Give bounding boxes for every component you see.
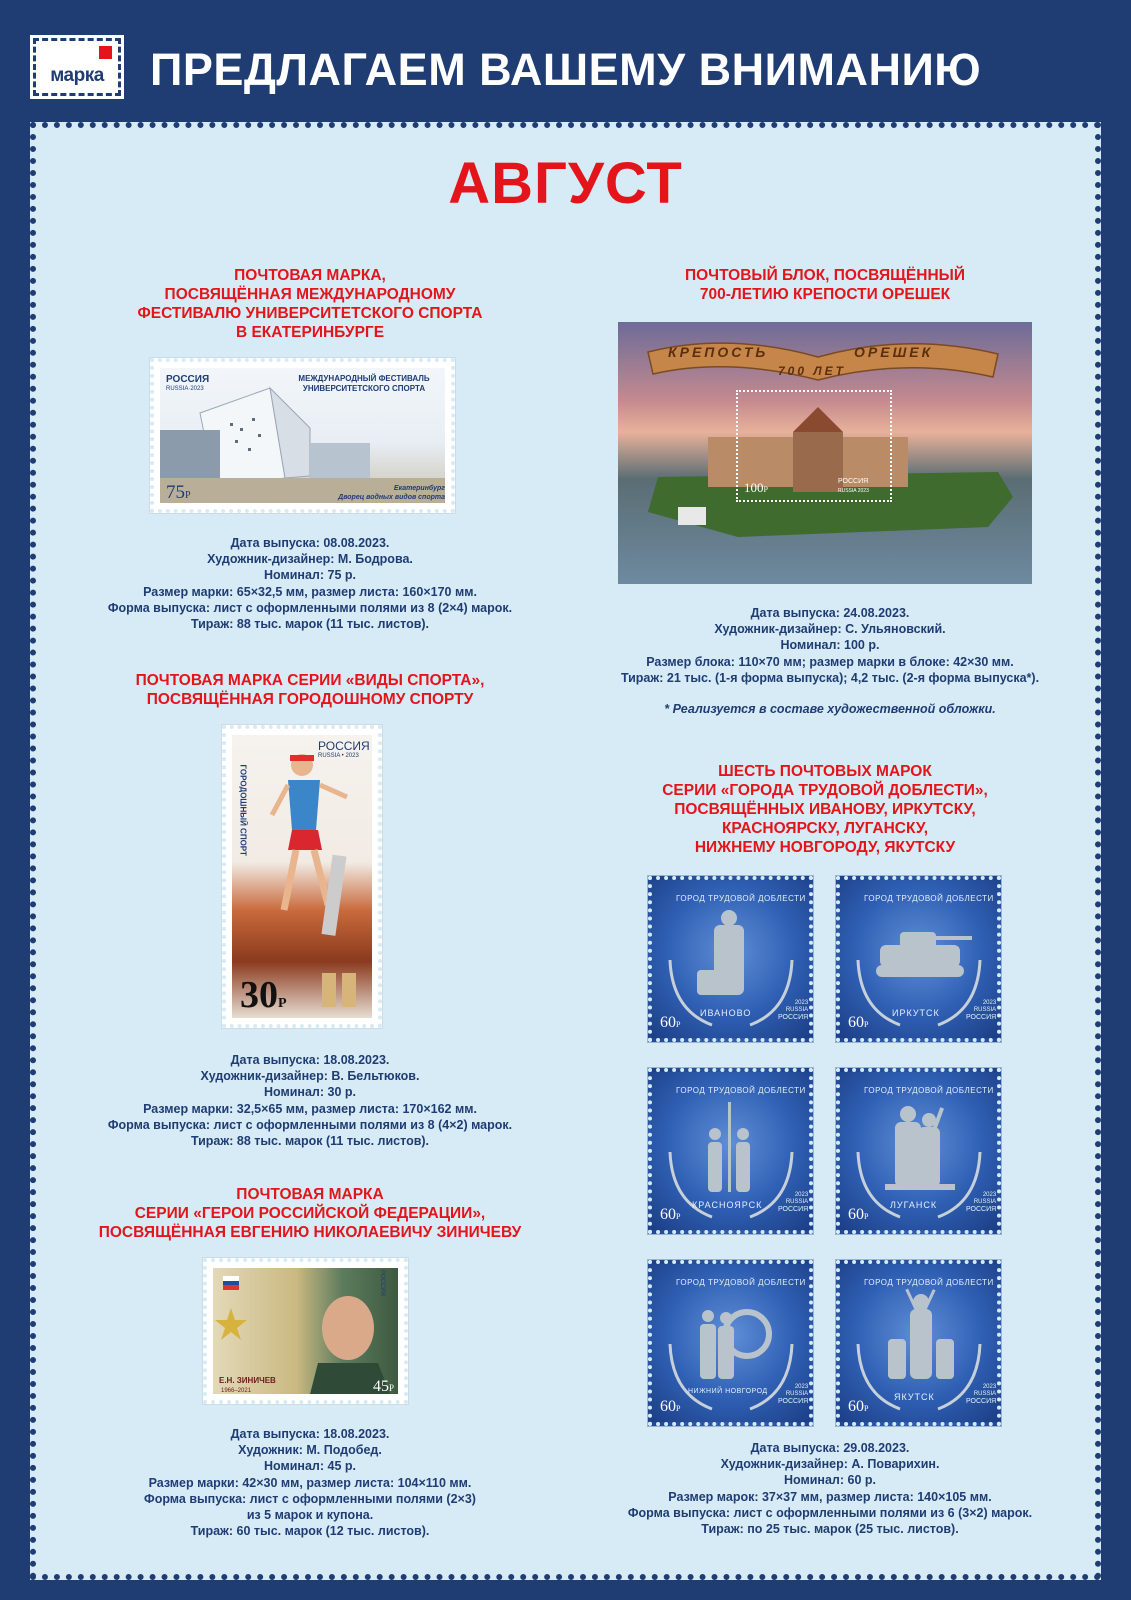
info-line: Художник-дизайнер: А. Поварихин. (720, 1457, 940, 1472)
issue2-title (100, 671, 520, 709)
value-number: 75 (166, 482, 185, 503)
city-stamp-country (966, 1384, 996, 1405)
info-line: Дата выпуска: 29.08.2023. (750, 1441, 910, 1455)
info-line: Художник-дизайнер: В. Бельтюков. (200, 1069, 420, 1084)
info-line: Форма выпуска: лист с оформленными полями из 8 (2×4) марок. (107, 600, 513, 615)
stamp-art (213, 1268, 398, 1394)
city-stamp-krasnoyarsk (648, 1068, 813, 1234)
year: 2023 (982, 1000, 997, 1006)
city-stamp-yakutsk (836, 1260, 1001, 1426)
city-name: ЛУГАНСК (890, 1200, 938, 1210)
stamp-years: 1966–2021 (221, 1388, 252, 1394)
banner-sub: 700 ЛЕТ (778, 364, 846, 378)
info-line: Дата выпуска: 18.08.2023. (230, 1053, 390, 1067)
city-stamp-value (660, 1206, 680, 1224)
city-stamp-lugansk (836, 1068, 1001, 1234)
stamp-zinichev (203, 1258, 408, 1404)
info-line: Размер блока: 110×70 мм; размер марки в блоке: 42×30 мм. (646, 654, 1014, 669)
stamp-name: Е.Н. ЗИНИЧЕВ (219, 1376, 276, 1385)
value-number: 45 (373, 1378, 389, 1394)
year: 2023 (794, 1192, 809, 1198)
info-line: Номинал: 75 р. (264, 568, 356, 583)
issue1-title-line: ФЕСТИВАЛЮ УНИВЕРСИТЕТСКОГО СПОРТА (137, 305, 483, 322)
city-stamp-header: ГОРОД ТРУДОВОЙ ДОБЛЕСТИ (676, 1086, 806, 1095)
value-number: 100 (744, 480, 764, 495)
logo-text: марка (50, 65, 104, 86)
info-line: Размер марки: 65×32,5 мм, размер листа: 160×170 мм. (143, 584, 477, 599)
issue1-title-line: ПОЧТОВАЯ МАРКА, (234, 267, 386, 284)
stamp-place-line: Дворец водных видов спорта (338, 494, 445, 501)
country: РОССИЯ (966, 1398, 997, 1405)
city-name: НИЖНИЙ НОВГОРОД (688, 1388, 768, 1395)
value-currency: Р (864, 1020, 869, 1029)
city-stamp-header: ГОРОД ТРУДОВОЙ ДОБЛЕСТИ (864, 894, 994, 903)
city-stamp-header: ГОРОД ТРУДОВОЙ ДОБЛЕСТИ (676, 1278, 806, 1287)
country-sub: RUSSIA (973, 1007, 997, 1013)
city-name: ЯКУТСК (894, 1392, 935, 1402)
value-number: 60 (660, 1398, 676, 1415)
city-stamp-value (848, 1398, 868, 1416)
issue5-title-line: ШЕСТЬ ПОЧТОВЫХ МАРОК (718, 763, 932, 780)
issue4-info (580, 605, 1080, 686)
month-heading: АВГУСТ (448, 151, 683, 216)
issue3-title-line: СЕРИИ «ГЕРОИ РОССИЙСКОЙ ФЕДЕРАЦИИ», (134, 1205, 486, 1222)
issue5-info (575, 1440, 1085, 1537)
city-stamp-nizhny-novgorod (648, 1260, 813, 1426)
value-currency: Р (676, 1404, 681, 1413)
info-line: Размер марки: 32,5×65 мм, размер листа: 170×162 мм. (143, 1101, 477, 1116)
info-line: Форма выпуска: лист с оформленными полями из 8 (4×2) марок. (107, 1117, 513, 1132)
issue3-info (80, 1426, 540, 1539)
value-currency: Р (864, 1404, 869, 1413)
city-stamp-value (660, 1398, 680, 1416)
info-line: Тираж: 88 тыс. марок (11 тыс. листов). (190, 617, 430, 632)
info-line: Номинал: 100 р. (780, 638, 880, 653)
info-line: Размер марки: 42×30 мм, размер листа: 104×110 мм. (148, 1475, 472, 1490)
issue3-title-line: ПОСВЯЩЁННАЯ ЕВГЕНИЮ НИКОЛАЕВИЧУ ЗИНИЧЕВУ (98, 1224, 522, 1241)
block-value (744, 480, 768, 496)
info-line: Дата выпуска: 08.08.2023. (230, 536, 390, 550)
info-line: Форма выпуска: лист с оформленными полями (2×3) (144, 1491, 476, 1506)
value-currency: Р (389, 1383, 395, 1393)
issue5-title-line: СЕРИИ «ГОРОДА ТРУДОВОЙ ДОБЛЕСТИ», (662, 782, 988, 799)
issue4-note: * Реализуется в составе художественной обложки. (664, 702, 996, 716)
city-stamp-irkutsk (836, 876, 1001, 1042)
info-line: Художник: М. Подобед. (238, 1443, 382, 1458)
issue2-title-line: ПОСВЯЩЁННАЯ ГОРОДОШНОМУ СПОРТУ (146, 691, 474, 708)
country-sub: RUSSIA (973, 1391, 997, 1397)
city-name: КРАСНОЯРСК (692, 1200, 763, 1210)
value-number: 60 (660, 1014, 676, 1031)
issue1-title-line: В ЕКАТЕРИНБУРГЕ (235, 324, 385, 341)
info-line: из 5 марок и купона. (246, 1508, 374, 1523)
country: РОССИЯ (778, 1398, 809, 1405)
stamp-place (300, 484, 445, 502)
issue1-title (100, 266, 520, 342)
stamp-country-sub: RUSSIA·2023 (166, 386, 204, 392)
city-stamp-country (778, 1000, 808, 1021)
stamp-side-text: ГОРОДОШНЫЙ СПОРТ (238, 764, 248, 856)
value-currency: Р (185, 490, 191, 501)
year: 2023 (982, 1384, 997, 1390)
stamp-caption-line: МЕЖДУНАРОДНЫЙ ФЕСТИВАЛЬ (298, 374, 430, 383)
info-line: Художник-дизайнер: С. Ульяновский. (714, 622, 946, 637)
issue2-title-line: ПОЧТОВАЯ МАРКА СЕРИИ «ВИДЫ СПОРТА», (135, 672, 485, 689)
value-currency: Р (278, 996, 287, 1011)
info-line: Номинал: 60 р. (784, 1473, 876, 1488)
info-line: Номинал: 45 р. (264, 1459, 356, 1474)
issue1-info (100, 535, 520, 632)
stamp-country-sub: RUSSIA • 2023 (318, 753, 359, 759)
year: 2023 (982, 1192, 997, 1198)
stamp-value (240, 973, 287, 1017)
value-currency: Р (676, 1212, 681, 1221)
block-country-sub: RUSSIA 2023 (838, 488, 869, 494)
info-line: Тираж: 21 тыс. (1-я форма выпуска); 4,2 тыс. (2-я форма выпуска*). (620, 670, 1040, 685)
city-name: ИРКУТСК (892, 1008, 940, 1018)
city-stamp-country (778, 1384, 808, 1405)
value-currency: Р (676, 1020, 681, 1029)
stamp-art (232, 735, 372, 1018)
info-line: Форма выпуска: лист с оформленными полями из 6 (3×2) марок. (627, 1505, 1033, 1520)
marka-logo (33, 38, 121, 96)
country-sub: RUSSIA (785, 1391, 809, 1397)
stamp-place-line: Екатеринбург (393, 485, 445, 492)
city-name: ИВАНОВО (700, 1008, 752, 1018)
banner-right: ОРЕШЕК (854, 344, 934, 360)
issue3-title-line: ПОЧТОВАЯ МАРКА (236, 1186, 384, 1203)
city-stamp-header: ГОРОД ТРУДОВОЙ ДОБЛЕСТИ (676, 894, 806, 903)
info-line: Художник-дизайнер: М. Бодрова. (207, 552, 413, 567)
country-sub: RUSSIA (973, 1199, 997, 1205)
stamp-art (160, 368, 445, 503)
souvenir-sheet-oreshek (618, 322, 1032, 584)
issue5-title-line: НИЖНЕМУ НОВГОРОДУ, ЯКУТСКУ (694, 839, 956, 856)
stamp-university-sport (150, 358, 455, 513)
issue5-title (605, 762, 1045, 857)
info-line: Тираж: 88 тыс. марок (11 тыс. листов). (190, 1134, 430, 1149)
stamp-caption (284, 374, 444, 394)
page-title: ПРЕДЛАГАЕМ ВАШЕМУ ВНИМАНИЮ (150, 44, 982, 95)
stamp-value (373, 1378, 394, 1394)
city-stamp-header: ГОРОД ТРУДОВОЙ ДОБЛЕСТИ (864, 1086, 994, 1095)
issue4-title-line: 700-ЛЕТИЮ КРЕПОСТИ ОРЕШЕК (699, 286, 951, 303)
value-currency: Р (763, 485, 768, 494)
country: РОССИЯ (778, 1206, 809, 1213)
stamp-country: РОССИЯ (379, 1270, 385, 1296)
country: РОССИЯ (778, 1014, 809, 1021)
info-line: Дата выпуска: 18.08.2023. (230, 1427, 390, 1441)
stamp-value (166, 482, 191, 503)
stamp-gorodki-sport (222, 725, 382, 1028)
issue1-title-line: ПОСВЯЩЁННАЯ МЕЖДУНАРОДНОМУ (164, 286, 456, 303)
city-stamp-country (778, 1192, 808, 1213)
info-line: Тираж: 60 тыс. марок (12 тыс. листов). (190, 1524, 430, 1539)
city-stamp-ivanovo (648, 876, 813, 1042)
city-stamp-country (966, 1192, 996, 1213)
city-stamp-value (848, 1206, 868, 1224)
country: РОССИЯ (966, 1206, 997, 1213)
issue4-title (605, 266, 1045, 304)
value-number: 60 (848, 1398, 864, 1415)
country-sub: RUSSIA (785, 1199, 809, 1205)
stamp-country: РОССИЯ (166, 374, 210, 385)
stamp-caption-line: УНИВЕРСИТЕТСКОГО СПОРТА (302, 384, 426, 393)
stamp-country: РОССИЯ (318, 739, 370, 753)
city-stamp-value (660, 1014, 680, 1032)
city-stamp-header: ГОРОД ТРУДОВОЙ ДОБЛЕСТИ (864, 1278, 994, 1287)
country: РОССИЯ (966, 1014, 997, 1021)
issue5-title-line: КРАСНОЯРСКУ, ЛУГАНСКУ, (721, 820, 929, 837)
value-number: 60 (660, 1206, 676, 1223)
city-stamp-country (966, 1000, 996, 1021)
logo-red-square (99, 46, 112, 59)
info-line: Дата выпуска: 24.08.2023. (750, 606, 910, 620)
issue4-title-line: ПОЧТОВЫЙ БЛОК, ПОСВЯЩЁННЫЙ (684, 267, 965, 284)
issue2-info (100, 1052, 520, 1149)
issue5-title-line: ПОСВЯЩЁННЫХ ИВАНОВУ, ИРКУТСКУ, (674, 801, 976, 818)
value-number: 60 (848, 1014, 864, 1031)
value-number: 60 (848, 1206, 864, 1223)
year: 2023 (794, 1000, 809, 1006)
issue3-title (80, 1185, 540, 1242)
block-country: РОССИЯ (838, 478, 869, 485)
banner-left: КРЕПОСТЬ (668, 344, 769, 360)
year: 2023 (794, 1384, 809, 1390)
value-number: 30 (240, 974, 278, 1016)
info-line: Тираж: по 25 тыс. марок (25 тыс. листов). (701, 1522, 959, 1537)
value-currency: Р (864, 1212, 869, 1221)
info-line: Размер марок: 37×37 мм, размер листа: 140×105 мм. (668, 1489, 992, 1504)
city-stamp-value (848, 1014, 868, 1032)
info-line: Номинал: 30 р. (264, 1085, 356, 1100)
country-sub: RUSSIA (785, 1007, 809, 1013)
